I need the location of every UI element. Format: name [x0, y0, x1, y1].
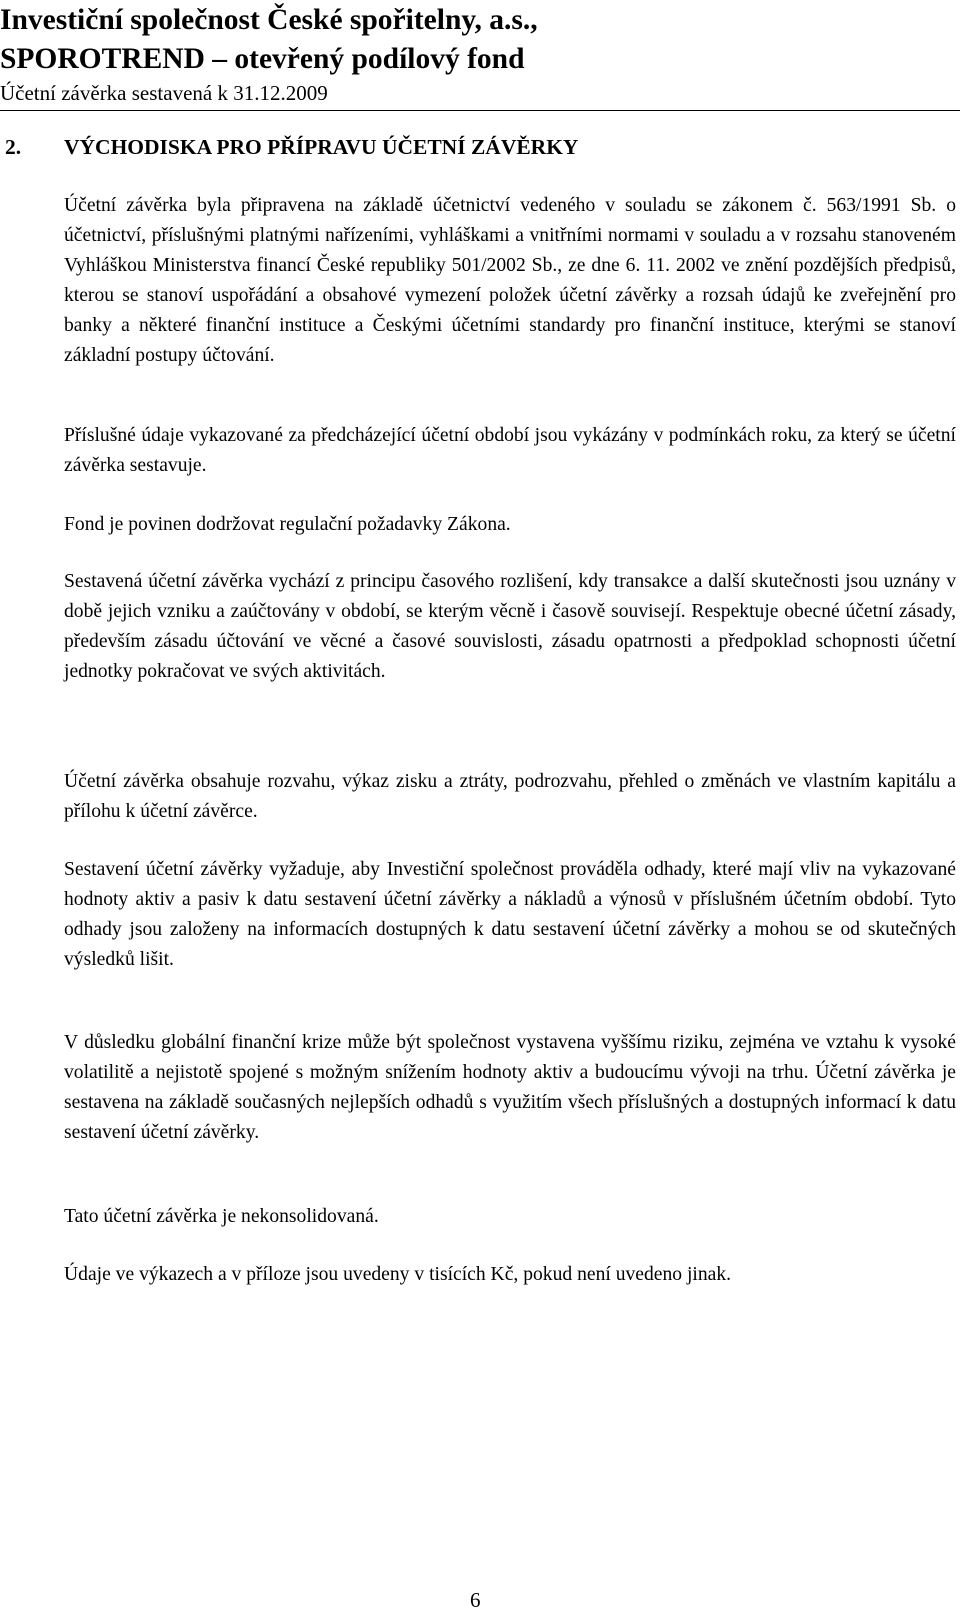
page-number: 6: [470, 1588, 481, 1612]
paragraph-financial-crisis: V důsledku globální finanční krize může být společnost vystavena vyššímu riziku, zejména ve vztahu k vysoké volatilitě a nejistotě spojené s možným snížením hodnoty aktiv a budoucímu vývoji na trhu. Účetní závěrka je sestavena na základě současných nejlepších odhadů s využitím všech příslušných a dostupných informací k datu sestavení účetní závěrky.: [64, 1032, 956, 1143]
paragraph-legal-basis: Účetní závěrka byla připravena na základě účetnictví vedeného v souladu se zákonem č. 563/1991 Sb. o účetnictví, příslušnými platnými nařízeními, vyhláškami a vnitřními normami v souladu a v rozsahu stanoveném Vyhláškou Ministerstva financí České republiky 501/2002 Sb., ze dne 6. 11. 2002 ve znění pozdějších předpisů, kterou se stanoví uspořádání a obsahové vymezení položek účetní závěrky a rozsah údajů ke zveřejnění pro banky a některé finanční instituce a Českými účetními standardy pro finanční instituce, kterými se stanoví základní postupy účtování.: [64, 195, 956, 366]
report-date-line: Účetní závěrka sestavená k 31.12.2009: [0, 81, 328, 105]
section-title: VÝCHODISKA PRO PŘÍPRAVU ÚČETNÍ ZÁVĚRKY: [64, 135, 579, 159]
header-divider: [0, 110, 960, 111]
paragraph-accrual-principle: Sestavená účetní závěrka vychází z principu časového rozlišení, kdy transakce a další skutečnosti jsou uznány v době jejich vzniku a zaúčtovány v období, se kterým věcně i časově souvisejí. Respektuje obecné účetní zásady, především zásadu účtování ve věcné a časové souvislosti, zásadu opatrnosti a předpoklad schopnosti účetní jednotky pokračovat ve svých aktivitách.: [64, 571, 956, 682]
company-name: Investiční společnost České spořitelny, a.s.,: [0, 4, 538, 36]
paragraph-estimates: Sestavení účetní závěrky vyžaduje, aby Investiční společnost prováděla odhady, které mají vliv na vykazované hodnoty aktiv a pasiv k datu sestavení účetní závěrky a nákladů a výnosů v příslušném účetním období. Tyto odhady jsou založeny na informacích dostupných k datu sestavení účetní závěrky a mohou se od skutečných výsledků lišit.: [64, 859, 956, 970]
paragraph-comparatives: Příslušné údaje vykazované za předcházející účetní období jsou vykázány v podmínkách roku, za který se účetní závěrka sestavuje.: [64, 425, 956, 476]
paragraph-statement-contents: Účetní závěrka obsahuje rozvahu, výkaz zisku a ztráty, podrozvahu, přehled o změnách ve vlastním kapitálu a přílohu k účetní závěrce.: [64, 771, 956, 822]
paragraph-units: Údaje ve výkazech a v příloze jsou uvedeny v tisících Kč, pokud není uvedeno jinak.: [64, 1264, 732, 1285]
section-number: 2.: [5, 135, 22, 159]
fund-name: SPOROTREND – otevřený podílový fond: [0, 43, 525, 75]
paragraph-regulatory: Fond je povinen dodržovat regulační požadavky Zákona.: [64, 514, 511, 535]
paragraph-non-consolidated: Tato účetní závěrka je nekonsolidovaná.: [64, 1206, 379, 1227]
